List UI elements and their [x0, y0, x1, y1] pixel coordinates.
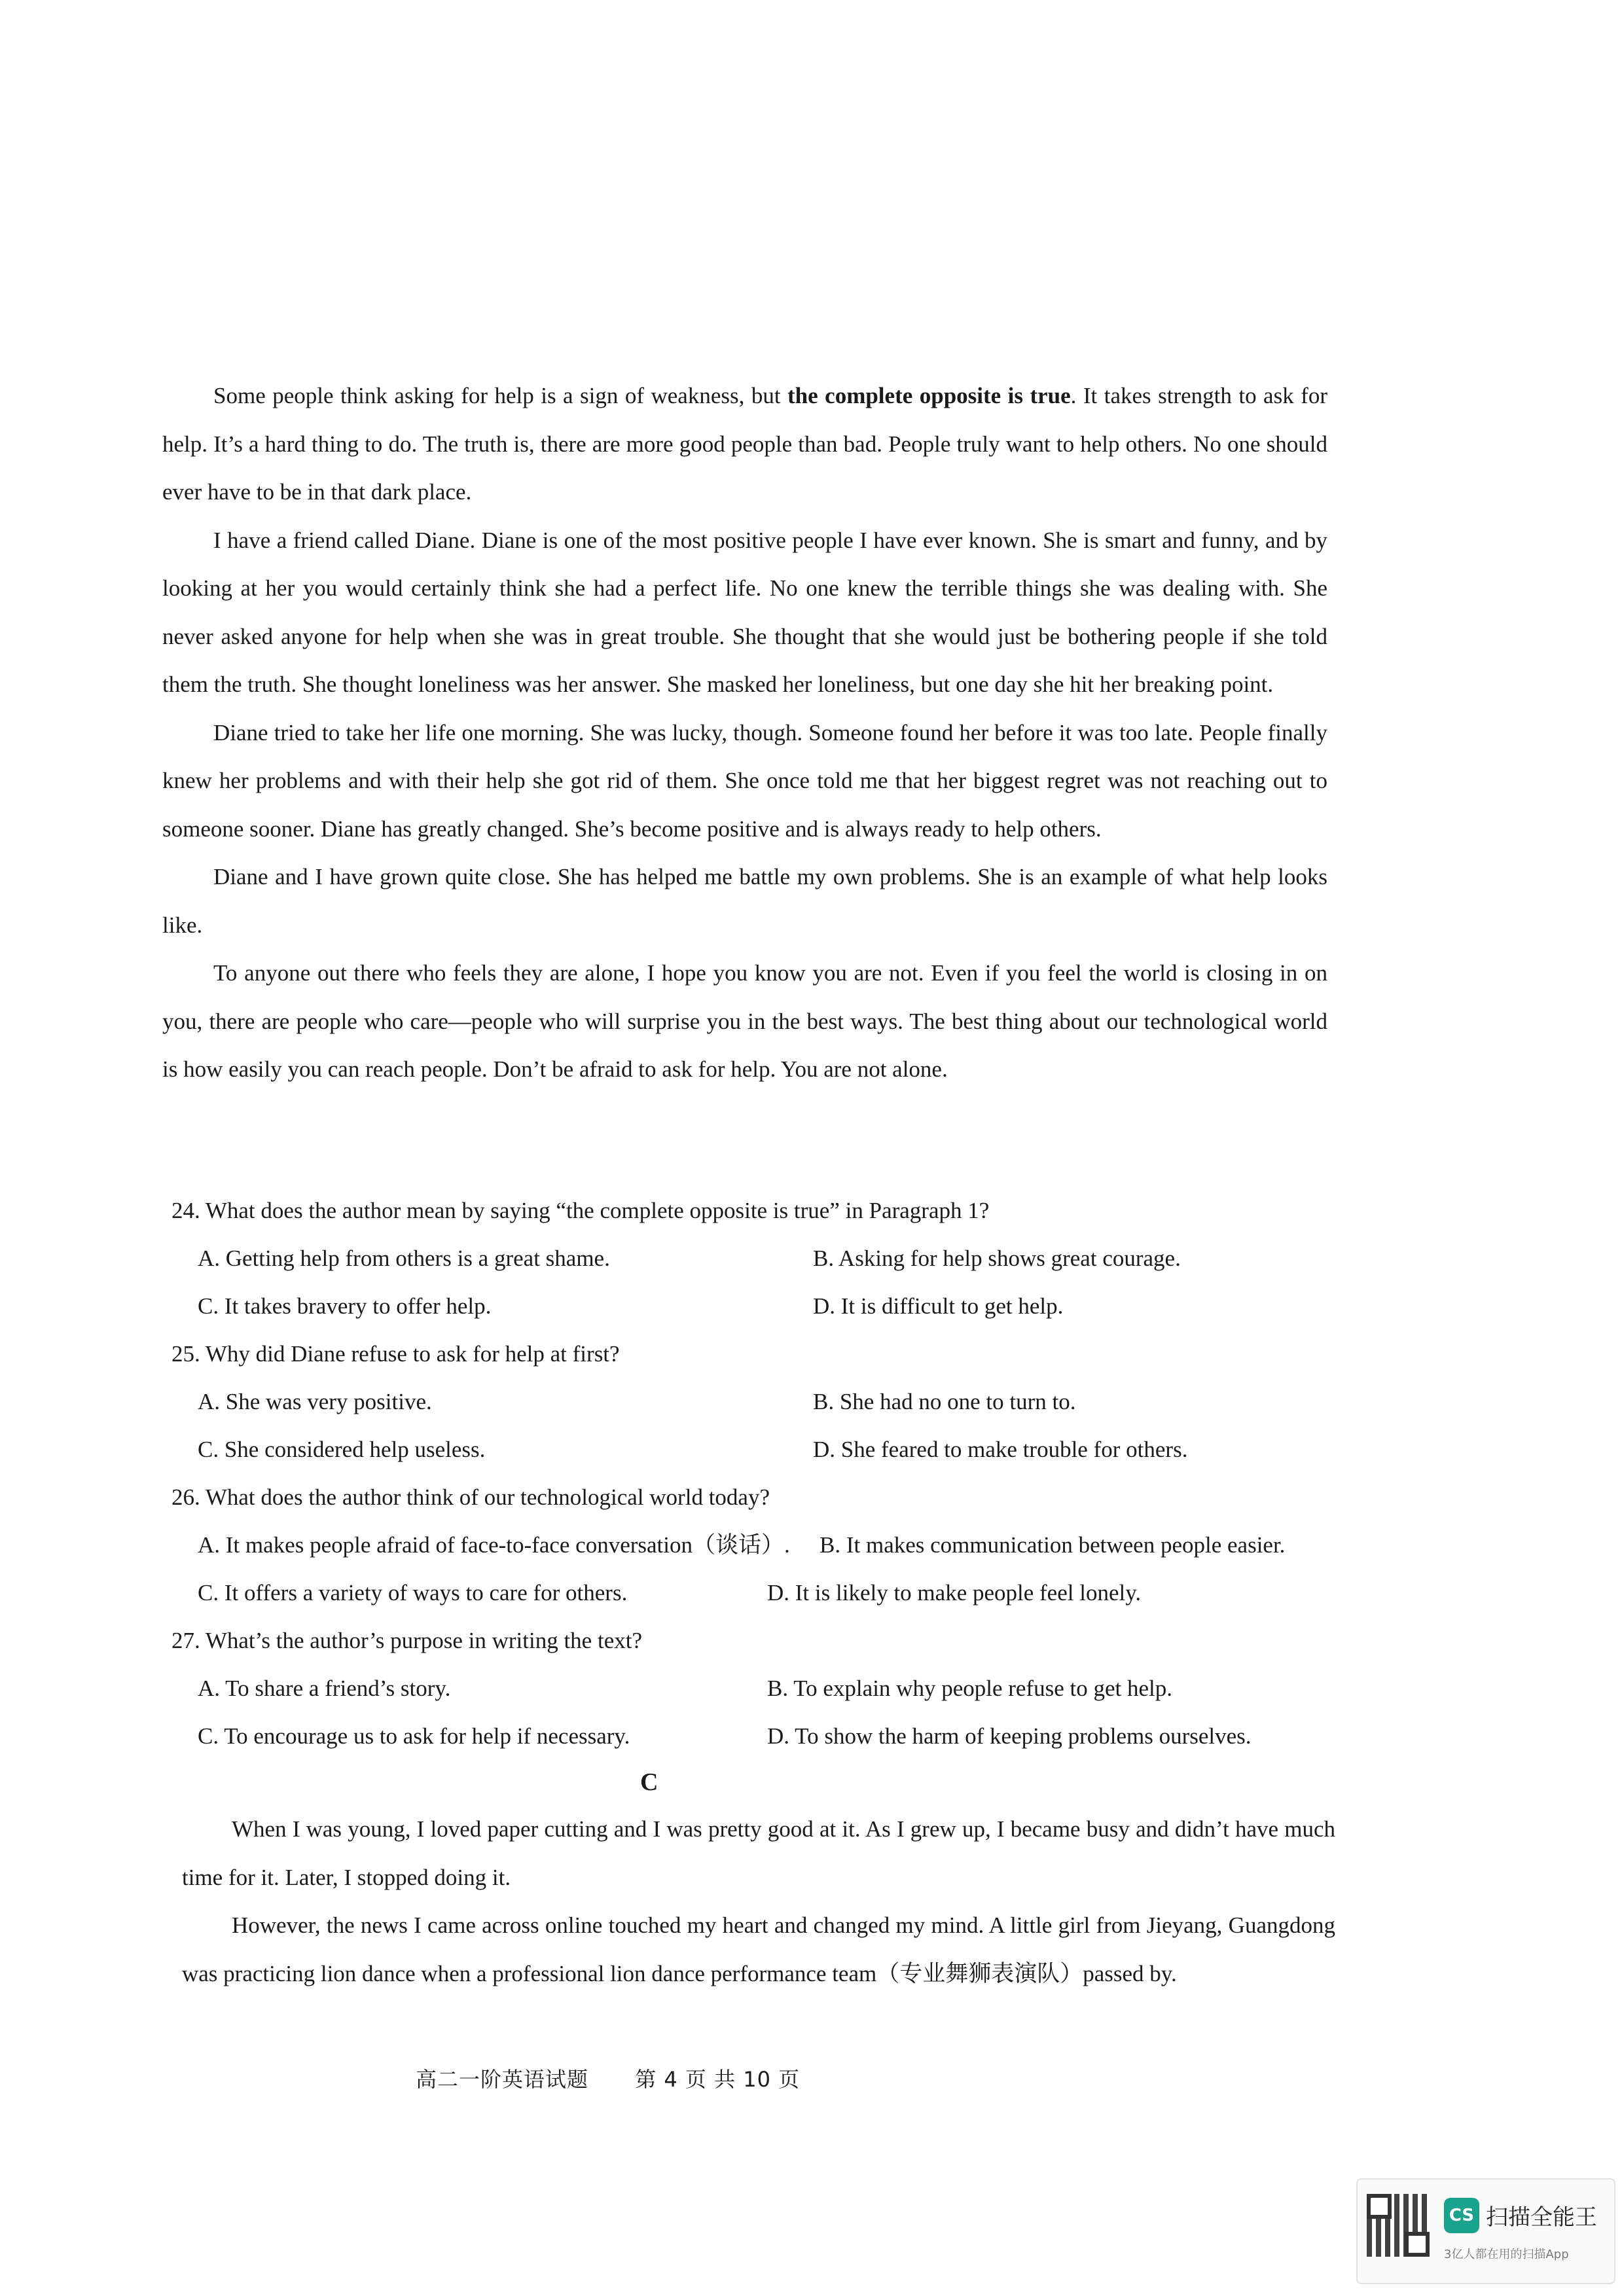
question-27-option-c: C. To encourage us to ask for help if necessary.	[198, 1723, 630, 1749]
passage-b	[162, 372, 1327, 1094]
qr-code-icon	[1367, 2194, 1430, 2257]
question-24-option-b: B. Asking for help shows great courage.	[813, 1246, 1181, 1271]
question-26-option-a: A. It makes people afraid of face-to-face conversation（谈话）.	[198, 1532, 790, 1558]
key-phrase-complete-opposite: the complete opposite is true	[787, 383, 1071, 408]
question-25-option-a: A. She was very positive.	[198, 1389, 432, 1414]
passage-c-paragraph-1: When I was young, I loved paper cutting and I was pretty good at it. As I grew up, I became busy and didn’t have much time for it. Later, I stopped doing it.	[182, 1816, 1335, 1890]
question-24-option-d: D. It is difficult to get help.	[813, 1293, 1064, 1319]
passage-c-paragraph-2: However, the news I came across online touched my heart and changed my mind. A little girl from Jieyang, Guangdong was practicing lion dance when a professional lion dance performance team（专业舞狮表演队）passed by.	[182, 1912, 1335, 1986]
page-number: 第 4 页 共 10 页	[635, 2067, 801, 2092]
question-27-option-d: D. To show the harm of keeping problems ourselves.	[767, 1723, 1252, 1749]
scanner-watermark	[1356, 2178, 1615, 2284]
passage-b-paragraph-5: To anyone out there who feels they are alone, I hope you know you are not. Even if you feel the world is closing in on you, there are people who care—people who will surprise you in the best ways. The best thing about our technological world is how easily you can reach people. Don’t be afraid to ask for help. You are not alone.	[162, 960, 1327, 1082]
passage-c	[182, 1805, 1335, 1998]
question-24-stem: 24. What does the author mean by saying “the complete opposite is true” in Paragraph 1?	[171, 1198, 990, 1223]
question-26-option-b: B. It makes communication between people easier.	[820, 1532, 1286, 1558]
question-27-option-b: B. To explain why people refuse to get help.	[767, 1676, 1172, 1701]
question-25-option-d: D. She feared to make trouble for others.	[813, 1437, 1188, 1462]
question-24-option-c: C. It takes bravery to offer help.	[198, 1293, 492, 1319]
camscanner-logo-icon: CS	[1444, 2198, 1479, 2233]
question-27-option-a: A. To share a friend’s story.	[198, 1676, 451, 1701]
paragraph-1-text-end: . It takes strength to ask for help. It’s a hard thing to do. The truth is, there are more good people than bad. People truly want to help others. No one should ever have to be in that dark place.	[162, 383, 1327, 505]
question-26-option-d: D. It is likely to make people feel lonely.	[767, 1580, 1142, 1605]
passage-b-paragraph-3: Diane tried to take her life one morning. She was lucky, though. Someone found her before it was too late. People finally knew her problems and with their help she got rid of them. She once told me that her biggest regret was not reaching out to someone sooner. Diane has greatly changed. She’s become positive and is always ready to help others.	[162, 719, 1327, 842]
question-27	[171, 1617, 1337, 1760]
question-24	[171, 1187, 1337, 1330]
page-footer	[416, 2063, 800, 2093]
watermark-brand: 扫描全能王	[1486, 2204, 1597, 2231]
exam-title: 高二一阶英语试题	[416, 2067, 589, 2092]
paragraph-1-text-start: Some people think asking for help is a sign of weakness, but	[213, 383, 788, 408]
question-25	[171, 1330, 1337, 1473]
passage-b-paragraph-1	[162, 372, 1327, 516]
watermark-subtitle: 3亿人都在用的扫描App	[1444, 2248, 1569, 2261]
passage-b-paragraph-4: Diane and I have grown quite close. She has helped me battle my own problems. She is an example of what help looks like.	[162, 864, 1327, 938]
question-26-option-c: C. It offers a variety of ways to care for others.	[198, 1580, 628, 1605]
question-25-stem: 25. Why did Diane refuse to ask for help at first?	[171, 1341, 620, 1367]
question-26-stem: 26. What does the author think of our technological world today?	[171, 1484, 770, 1510]
question-25-option-c: C. She considered help useless.	[198, 1437, 486, 1462]
question-list	[171, 1187, 1337, 1760]
question-26	[171, 1473, 1337, 1617]
section-c-heading: C	[640, 1768, 658, 1796]
passage-b-paragraph-2: I have a friend called Diane. Diane is one of the most positive people I have ever known. She is smart and funny, and by looking at her you would certainly think she had a perfect life. No one knew the terrible things she was dealing with. She never asked anyone for help when she was in great trouble. She thought that she would just be bothering people if she told them the truth. She thought loneliness was her answer. She masked her loneliness, but one day she hit her breaking point.	[162, 527, 1327, 697]
question-27-stem: 27. What’s the author’s purpose in writing the text?	[171, 1628, 642, 1653]
question-24-option-a: A. Getting help from others is a great shame.	[198, 1246, 610, 1271]
question-25-option-b: B. She had no one to turn to.	[813, 1389, 1076, 1414]
